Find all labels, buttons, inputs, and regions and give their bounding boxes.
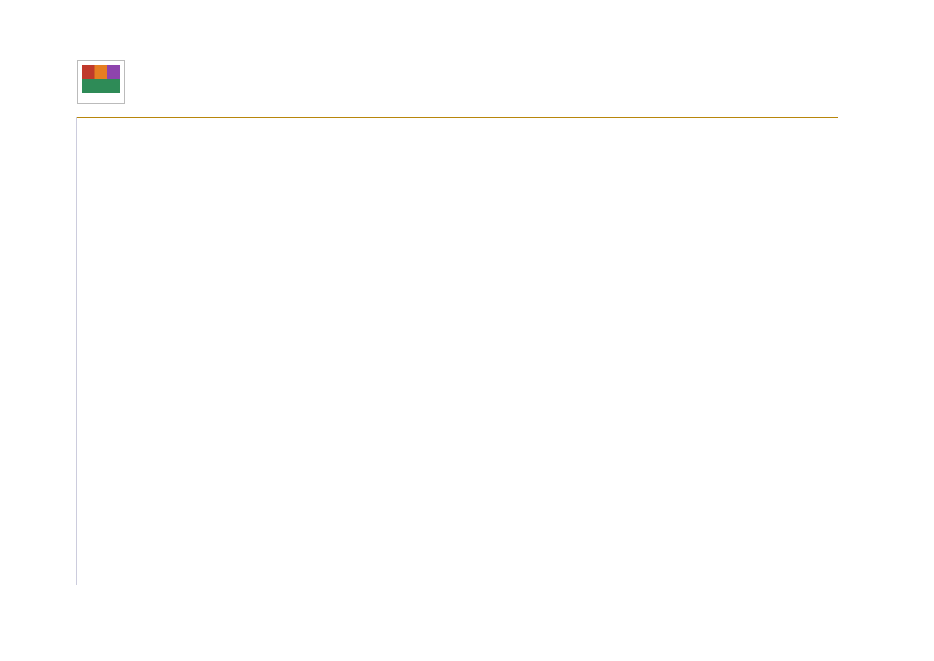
logo-hill	[82, 79, 120, 93]
table-header	[77, 100, 838, 118]
section-divider	[76, 117, 77, 585]
logo	[77, 60, 125, 104]
logo-roof	[82, 65, 120, 79]
